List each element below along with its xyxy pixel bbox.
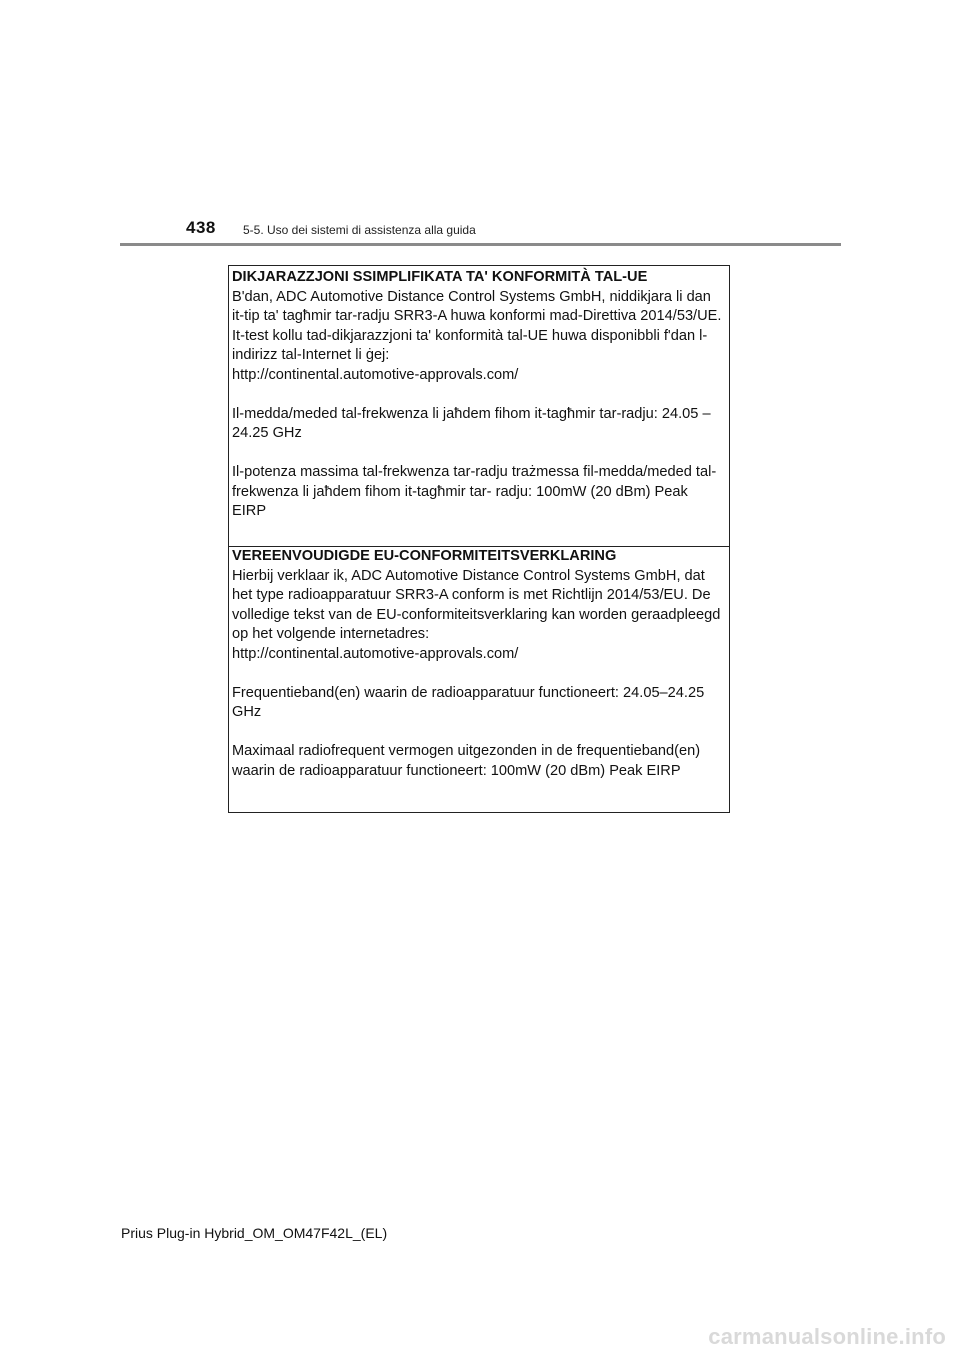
maltese-declaration-text: B'dan, ADC Automotive Distance Control Systems GmbH, niddikjara li dan it-tip ta' tagħmir tar-radju SRR3-A huwa konformi mad-Direttiva 2014/53/UE. It-test kollu tad-dikjarazzjoni ta' konformità tal-UE huwa disponibbli f'dan l-indirizz tal-Internet li ġej: (232, 288, 722, 363)
watermark: carmanualsonline.info (708, 1324, 946, 1349)
header-rule (120, 243, 841, 246)
dutch-url: http://continental.automotive-approvals.com/ (232, 645, 519, 662)
dutch-power: Maximaal radiofrequent vermogen uitgezonden in de frequentieband(en) waarin de radioapparatuur functioneert: 100mW (20 dBm) Peak EIRP (232, 743, 701, 779)
document-id: Prius Plug-in Hybrid_OM_OM47F42L_(EL) (121, 1225, 388, 1241)
maltese-title: DIKJARAZZJONI SSIMPLIFIKATA TA' KONFORMITÀ TAL-UE (232, 269, 648, 285)
maltese-power: Il-potenza massima tal-frekwenza tar-radju trażmessa fil-medda/meded tal-frekwenza li jaħdem fihom it-tagħmir tar- radju: 100mW (20 dBm) Peak EIRP (232, 464, 717, 519)
dutch-frequency: Frequentieband(en) waarin de radioapparatuur functioneert: 24.05–24.25 GHz (232, 684, 705, 720)
dutch-declaration-text: Hierbij verklaar ik, ADC Automotive Distance Control Systems GmbH, dat het type radioapparatuur SRR3-A conform is met Richtlijn 2014/53/EU. De volledige tekst van de EU-conformiteitsverklaring kan worden geraadpleegd op het volgende internetadres: (232, 567, 721, 642)
maltese-frequency: Il-medda/meded tal-frekwenza li jaħdem fihom it-tagħmir tar-radju: 24.05 –24.25 GHz (232, 405, 711, 441)
dutch-declaration (229, 547, 729, 781)
declaration-box (228, 265, 730, 813)
dutch-title: VEREENVOUDIGDE EU-CONFORMITEITSVERKLARING (232, 548, 617, 564)
page-number: 438 (186, 218, 216, 237)
section-title: 5-5. Uso dei sistemi di assistenza alla guida (243, 223, 476, 237)
maltese-url: http://continental.automotive-approvals.com/ (232, 366, 519, 383)
maltese-declaration (229, 268, 729, 547)
